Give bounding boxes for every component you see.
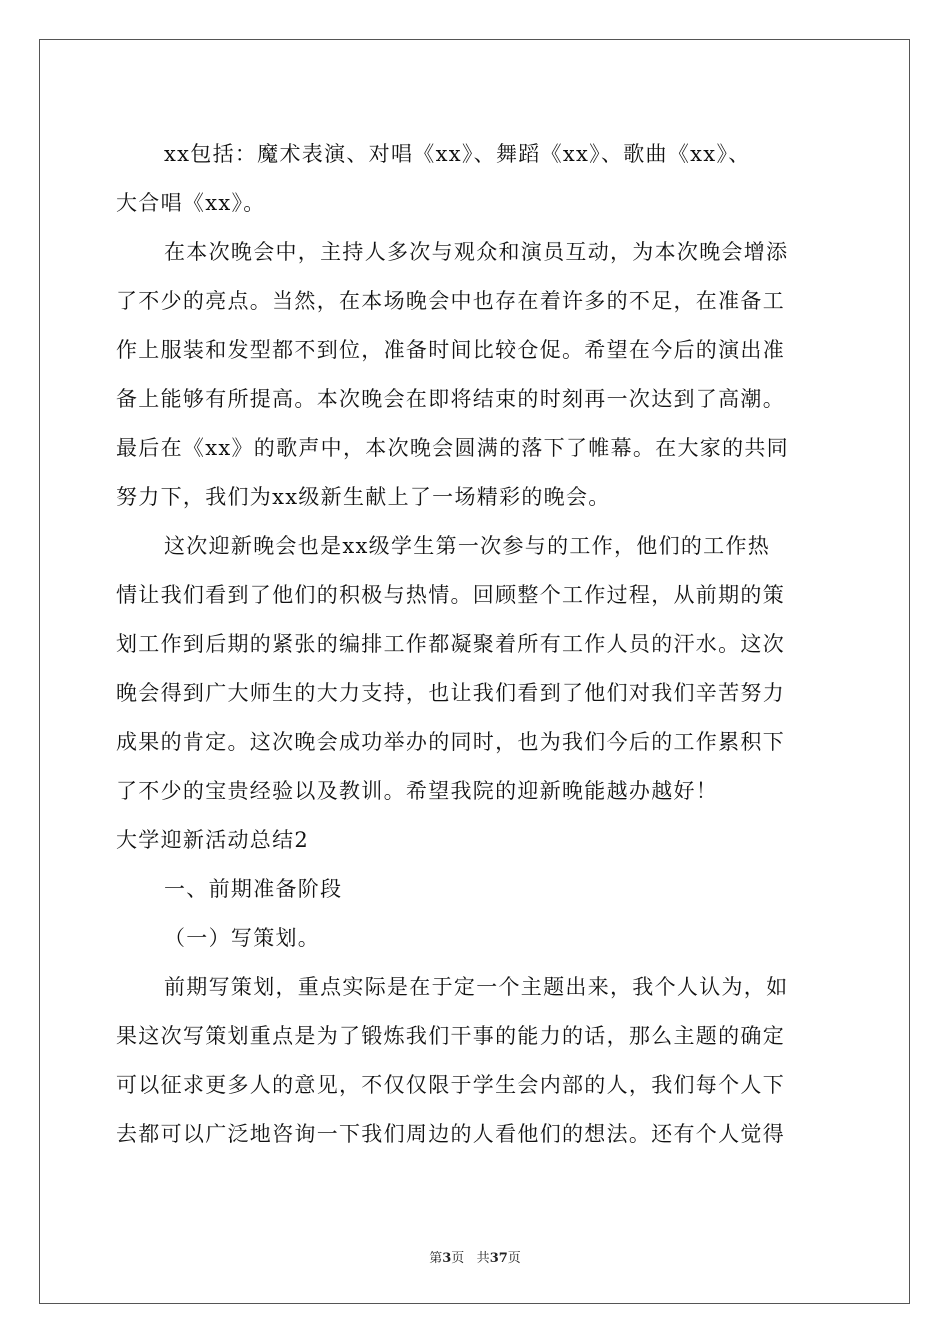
text-line: xx包括：魔术表演、对唱《xx》、舞蹈《xx》、歌曲《xx》、 [164, 142, 751, 166]
total-suffix: 页 [507, 1251, 521, 1266]
text-line: 成果的肯定。这次晚会成功举办的同时，也为我们今后的工作累积下 [116, 730, 785, 754]
page-footer [0, 1247, 950, 1266]
text-line: 作上服装和发型都不到位，准备时间比较仓促。希望在今后的演出准 [116, 338, 785, 362]
subsection-heading: （一）写策划。 [164, 926, 321, 950]
text-line: 划工作到后期的紧张的编排工作都凝聚着所有工作人员的汗水。这次 [116, 632, 785, 656]
page-number: 3 [442, 1251, 452, 1266]
text-line: 果这次写策划重点是为了锻炼我们干事的能力的话，那么主题的确定 [116, 1024, 785, 1048]
text-line: 这次迎新晚会也是xx级学生第一次参与的工作，他们的工作热 [164, 534, 771, 558]
text-line: 前期写策划，重点实际是在于定一个主题出来，我个人认为，如 [164, 975, 789, 999]
page-suffix: 页 [451, 1251, 465, 1266]
section-heading: 大学迎新活动总结2 [116, 828, 310, 852]
text-line: 可以征求更多人的意见，不仅仅限于学生会内部的人，我们每个人下 [116, 1073, 785, 1097]
text-line: 了不少的宝贵经验以及教训。希望我院的迎新晚能越办越好！ [116, 779, 719, 803]
subsection-heading: 一、前期准备阶段 [164, 877, 343, 901]
total-prefix: 共 [476, 1251, 490, 1266]
total-pages: 37 [489, 1251, 508, 1266]
text-line: 大合唱《xx》。 [116, 191, 266, 215]
text-line: 备上能够有所提高。本次晚会在即将结束的时刻再一次达到了高潮。 [116, 387, 785, 411]
page-prefix: 第 [429, 1251, 443, 1266]
text-line: 晚会得到广大师生的大力支持，也让我们看到了他们对我们辛苦努力 [116, 681, 785, 705]
document-body [116, 130, 836, 1159]
text-line: 努力下，我们为xx级新生献上了一场精彩的晚会。 [116, 485, 611, 509]
text-line: 了不少的亮点。当然，在本场晚会中也存在着许多的不足，在准备工 [116, 289, 785, 313]
text-line: 去都可以广泛地咨询一下我们周边的人看他们的想法。还有个人觉得 [116, 1122, 785, 1146]
text-line: 情让我们看到了他们的积极与热情。回顾整个工作过程，从前期的策 [116, 583, 785, 607]
text-line: 在本次晚会中，主持人多次与观众和演员互动，为本次晚会增添 [164, 240, 789, 264]
text-line: 最后在《xx》的歌声中，本次晚会圆满的落下了帷幕。在大家的共同 [116, 436, 789, 460]
